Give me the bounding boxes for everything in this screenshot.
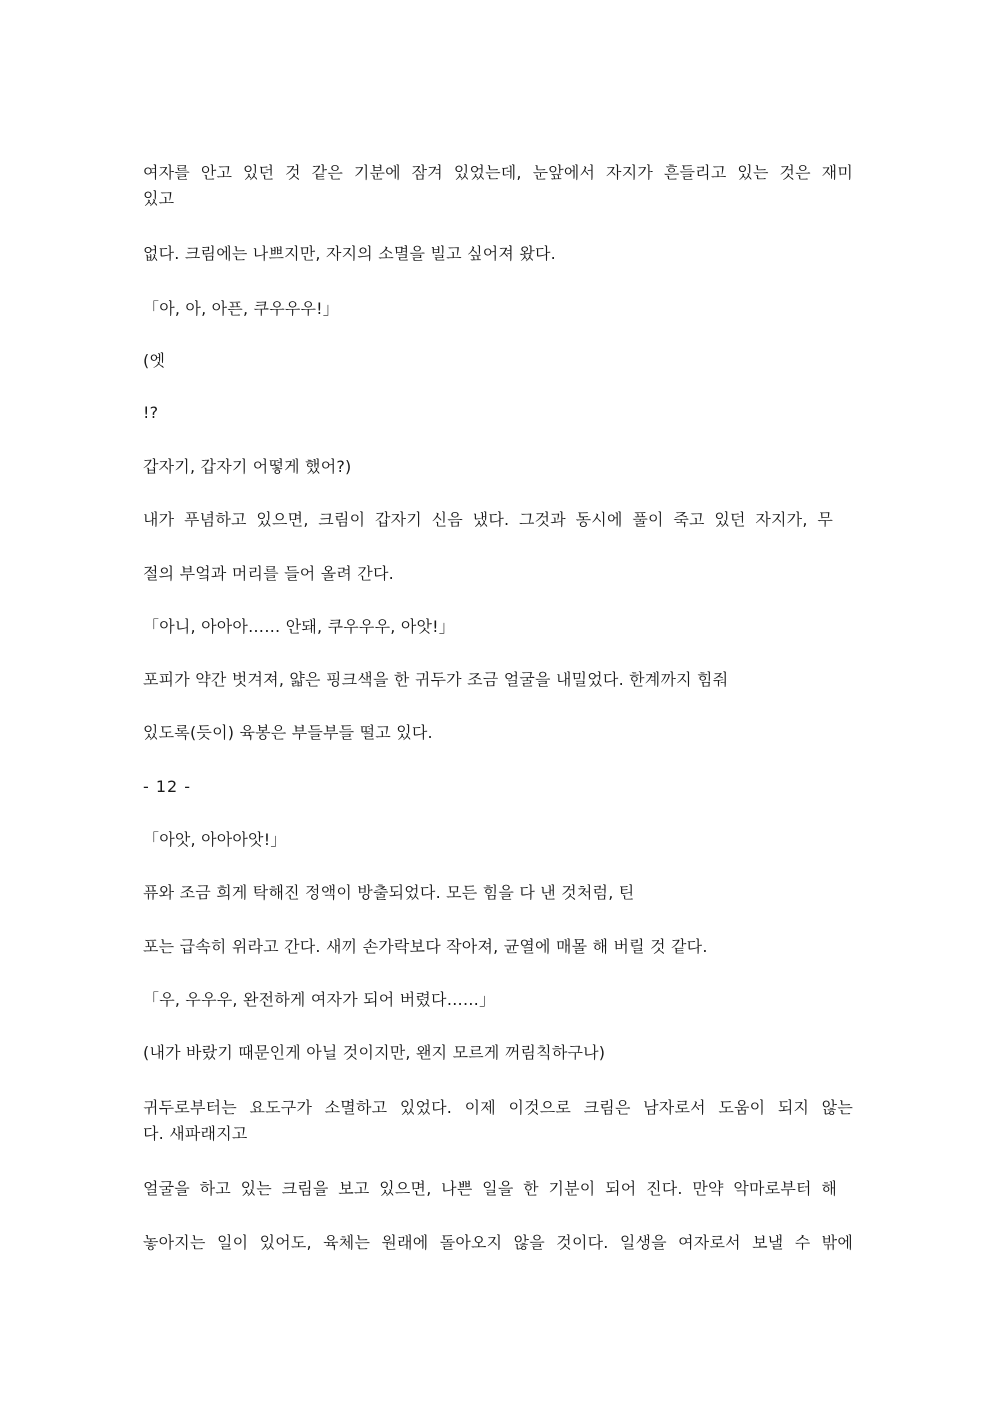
paragraph-16: (내가 바랐기 때문인게 아닐 것이지만, 왠지 모르게 꺼림칙하구나) — [143, 1043, 606, 1062]
paragraph-12: 「아앗, 아아아앗!」 — [143, 830, 287, 849]
paragraph-4: (엣 — [143, 351, 166, 370]
paragraph-1-line-2: 있고 — [143, 189, 175, 208]
paragraph-9: 「아니, 아아아…… 안돼, 쿠우우우, 아앗!」 — [143, 617, 455, 636]
paragraph-17-line-2: 다. 새파래지고 — [143, 1124, 248, 1143]
paragraph-1-line-1: 여자를 안고 있던 것 같은 기분에 잠겨 있었는데, 눈앞에서 자지가 흔들리고 있는 것은 재미 — [143, 163, 853, 182]
paragraph-18: 얼굴을 하고 있는 크림을 보고 있으면, 나쁜 일을 한 기분이 되어 진다. 만약 악마로부터 해 — [143, 1179, 837, 1198]
paragraph-10: 포피가 약간 벗겨져, 얇은 핑크색을 한 귀두가 조금 얼굴을 내밀었다. 한계까지 힘줘 — [143, 670, 729, 689]
paragraph-7: 내가 푸념하고 있으면, 크림이 갑자기 신음 냈다. 그것과 동시에 풀이 죽고 있던 자지가, 무 — [143, 510, 833, 529]
paragraph-13: 퓨와 조금 희게 탁해진 정액이 방출되었다. 모든 힘을 다 낸 것처럼, 틴 — [143, 883, 635, 902]
paragraph-19: 놓아지는 일이 있어도, 육체는 원래에 돌아오지 않을 것이다. 일생을 여자로서 보낼 수 밖에 — [143, 1233, 853, 1252]
paragraph-1 — [143, 160, 853, 212]
paragraph-2: 없다. 크림에는 나쁘지만, 자지의 소멸을 빌고 싶어져 왔다. — [143, 244, 556, 263]
paragraph-17-line-1: 귀두로부터는 요도구가 소멸하고 있었다. 이제 이것으로 크림은 남자로서 도움이 되지 않는 — [143, 1098, 853, 1117]
paragraph-17 — [143, 1095, 853, 1147]
paragraph-11: 있도록(듯이) 육봉은 부들부들 떨고 있다. — [143, 723, 433, 742]
page-number: - 12 - — [143, 777, 192, 796]
paragraph-5: !? — [143, 403, 159, 422]
paragraph-6: 갑자기, 갑자기 어떻게 했어?) — [143, 457, 352, 476]
paragraph-15: 「우, 우우우, 완전하게 여자가 되어 버렸다……」 — [143, 990, 496, 1009]
paragraph-8: 절의 부엌과 머리를 들어 올려 간다. — [143, 564, 394, 583]
paragraph-14: 포는 급속히 위라고 간다. 새끼 손가락보다 작아져, 균열에 매몰 해 버릴 것 같다. — [143, 937, 708, 956]
paragraph-3: 「아, 아, 아픈, 쿠우우우!」 — [143, 299, 339, 318]
